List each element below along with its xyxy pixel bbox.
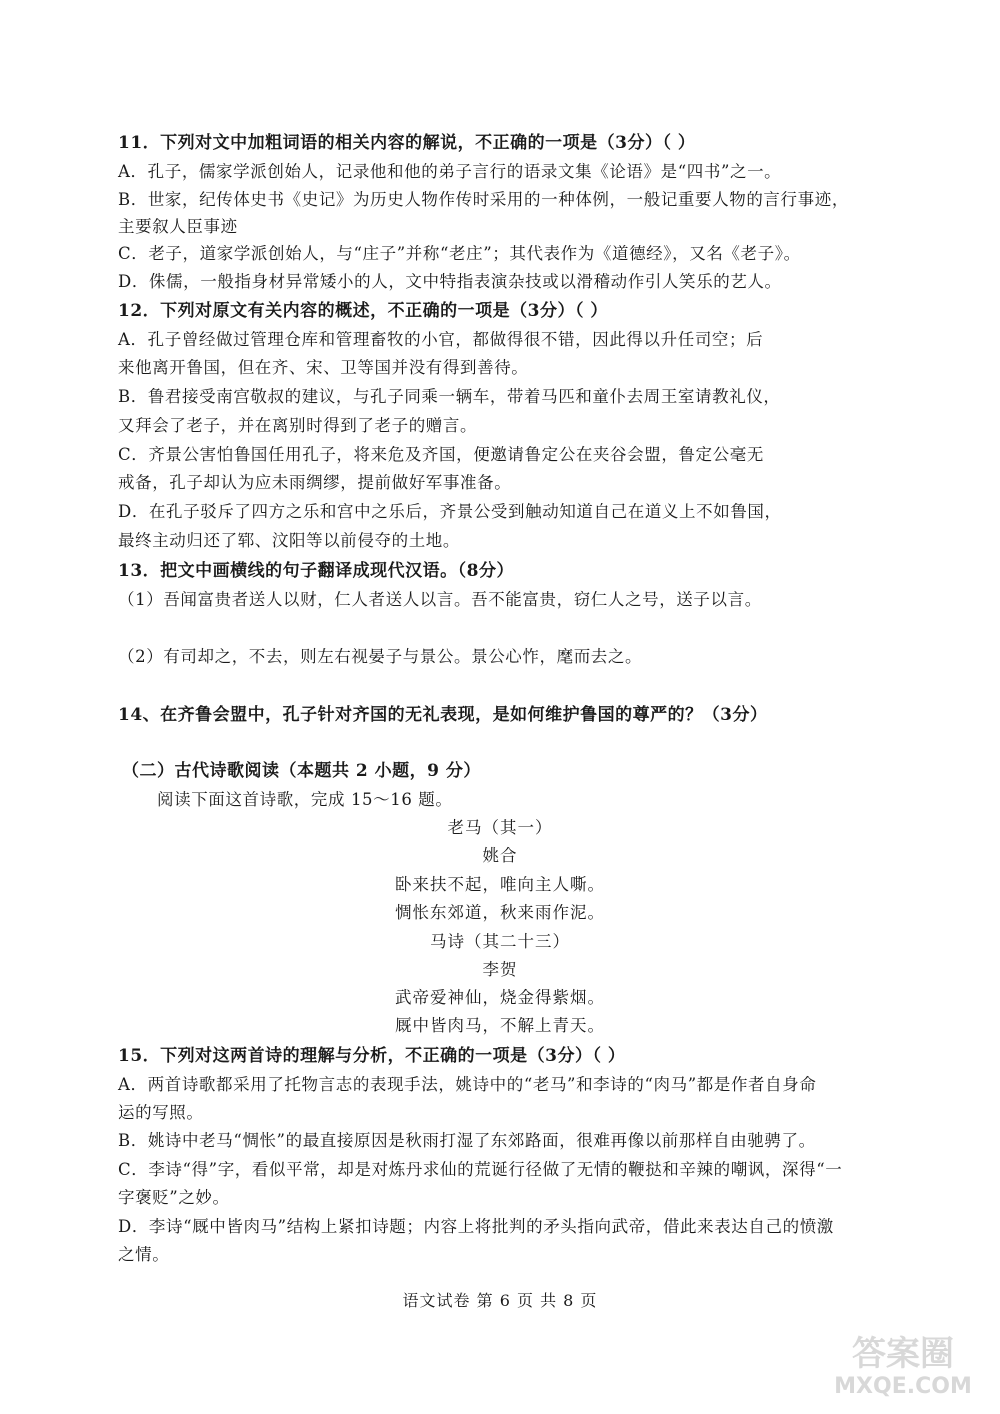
question-12-option-c-line1: C．齐景公害怕鲁国任用孔子，将来危及齐国，便邀请鲁定公在夹谷会盟，鲁定公毫无 bbox=[118, 445, 764, 464]
question-15-option-d-line2: 之情。 bbox=[118, 1245, 170, 1264]
question-11-option-b-line1: B．世家，纪传体史书《史记》为历史人物作传时采用的一种体例，一般记重要人物的言行事迹， bbox=[118, 190, 849, 209]
question-12-option-c-line2: 戒备，孔子却认为应未雨绸缪，提前做好军事准备。 bbox=[118, 473, 512, 492]
question-14-title: 14、在齐鲁会盟中，孔子针对齐国的无礼表现，是如何维护鲁国的尊严的？（3分） bbox=[118, 705, 768, 725]
poem-1-title: 老马（其一） bbox=[447, 818, 553, 837]
watermark-logo-url: MXQE.COM bbox=[834, 1374, 972, 1399]
poem-2-title: 马诗（其二十三） bbox=[430, 932, 570, 951]
poem-2-line-1: 武帝爱神仙，烧金得紫烟。 bbox=[395, 988, 605, 1007]
question-15-option-c-line1: C．李诗“得”字，看似平常，却是对炼丹求仙的荒诞行径做了无情的鞭挞和辛辣的嘲讽，深得“一 bbox=[118, 1160, 843, 1179]
question-15-option-a-line2: 运的写照。 bbox=[118, 1103, 204, 1122]
section-2-intro: 阅读下面这首诗歌，完成 15～16 题。 bbox=[157, 790, 453, 809]
question-11-option-d: D．侏儒，一般指身材异常矮小的人，文中特指表演杂技或以滑稽动作引人笑乐的艺人。 bbox=[118, 272, 782, 291]
poem-2-line-2: 厩中皆肉马，不解上青天。 bbox=[395, 1016, 605, 1035]
poem-2-author: 李贺 bbox=[482, 960, 518, 979]
question-11-option-b-line2: 主要叙人臣事迹 bbox=[118, 217, 238, 236]
question-13-sentence-1: （1）吾闻富贵者送人以财，仁人者送人以言。吾不能富贵，窃仁人之号，送子以言。 bbox=[118, 590, 762, 609]
question-12-option-a-line1: A．孔子曾经做过管理仓库和管理畜牧的小官，都做得很不错，因此得以升任司空；后 bbox=[118, 330, 764, 349]
question-11-title: 11．下列对文中加粗词语的相关内容的解说，不正确的一项是（3分）（ ） bbox=[118, 133, 696, 153]
poem-1-line-1: 卧来扶不起，唯向主人嘶。 bbox=[395, 875, 605, 894]
question-15-option-b: B．姚诗中老马“惆怅”的最直接原因是秋雨打湿了东郊路面，很难再像以前那样自由驰骋了。 bbox=[118, 1131, 816, 1150]
watermark-logo-text: 答案圈 bbox=[852, 1334, 954, 1374]
poem-1-author: 姚合 bbox=[482, 846, 518, 865]
question-11-option-a: A．孔子，儒家学派创始人，记录他和他的弟子言行的语录文集《论语》是“四书”之一。 bbox=[118, 162, 782, 181]
question-12-option-b-line1: B．鲁君接受南宫敬叔的建议，与孔子同乘一辆车，带着马匹和童仆去周王室请教礼仪， bbox=[118, 387, 781, 406]
page-footer: 语文试卷 第 6 页 共 8 页 bbox=[402, 1291, 598, 1310]
question-12-option-d-line2: 最终主动归还了郓、汶阳等以前侵夺的土地。 bbox=[118, 531, 460, 550]
question-13-title: 13．把文中画横线的句子翻译成现代汉语。（8分） bbox=[118, 561, 514, 581]
question-13-sentence-2: （2）有司却之，不去，则左右视晏子与景公。景公心怍，麾而去之。 bbox=[118, 647, 643, 666]
question-12-option-b-line2: 又拜会了老子，并在离别时得到了老子的赠言。 bbox=[118, 416, 478, 435]
question-15-title: 15．下列对这两首诗的理解与分析，不正确的一项是（3分）（ ） bbox=[118, 1046, 626, 1066]
section-2-title: （二）古代诗歌阅读（本题共 2 小题，9 分） bbox=[122, 761, 481, 781]
question-15-option-c-line2: 字褒贬”之妙。 bbox=[118, 1188, 230, 1207]
question-12-title: 12．下列对原文有关内容的概述，不正确的一项是（3分）（ ） bbox=[118, 301, 608, 321]
watermark-logo bbox=[828, 1325, 978, 1400]
question-11-option-c: C．老子，道家学派创始人，与“庄子”并称“老庄”；其代表作为《道德经》，又名《老子》。 bbox=[118, 244, 801, 263]
question-12-option-a-line2: 来他离开鲁国，但在齐、宋、卫等国并没有得到善待。 bbox=[118, 358, 529, 377]
poem-1-line-2: 惆怅东郊道，秋来雨作泥。 bbox=[395, 903, 605, 922]
question-12-option-d-line1: D．在孔子驳斥了四方之乐和宫中之乐后，齐景公受到触动知道自己在道义上不如鲁国， bbox=[118, 502, 782, 521]
question-15-option-a-line1: A．两首诗歌都采用了托物言志的表现手法，姚诗中的“老马”和李诗的“肉马”都是作者自身命 bbox=[118, 1075, 817, 1094]
question-15-option-d-line1: D．李诗“厩中皆肉马”结构上紧扣诗题；内容上将批判的矛头指向武帝，借此来表达自己的愤激 bbox=[118, 1217, 834, 1236]
